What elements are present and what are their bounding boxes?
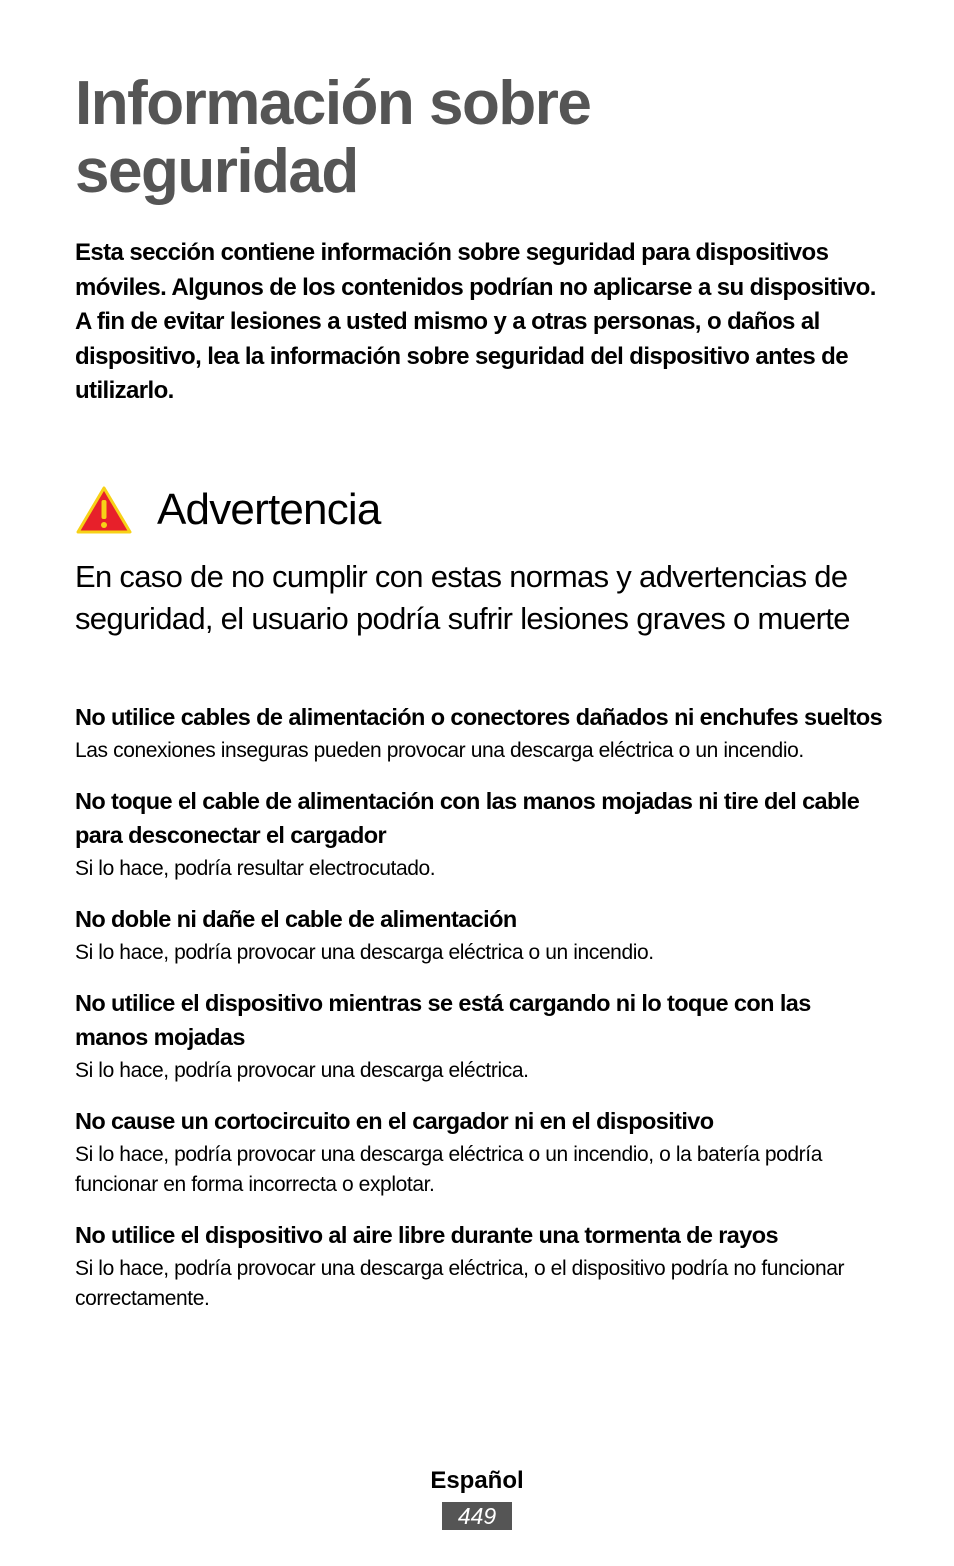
item-body: Las conexiones inseguras pueden provocar una descarga eléctrica o un incendio. [75, 739, 804, 762]
safety-item [75, 1104, 885, 1200]
safety-item [75, 902, 885, 968]
footer-language: Español [430, 1467, 524, 1494]
item-body: Si lo hace, podría provocar una descarga eléctrica o un incendio. [75, 941, 654, 964]
item-title: No toque el cable de alimentación con las manos mojadas ni tire del cable para desconectar el cargador [75, 788, 860, 848]
warning-title: Advertencia [157, 485, 381, 534]
safety-item [75, 986, 885, 1086]
item-title: No doble ni dañe el cable de alimentación [75, 906, 517, 932]
safety-item [75, 700, 885, 766]
warning-triangle-icon [75, 485, 133, 535]
warning-heading [75, 480, 885, 540]
item-body: Si lo hace, podría provocar una descarga eléctrica, o el dispositivo podría no funcionar correctamente. [75, 1257, 845, 1310]
item-title: No utilice el dispositivo mientras se está cargando ni lo toque con las manos mojadas [75, 990, 811, 1050]
page-title: Información sobre seguridad [75, 69, 591, 206]
item-body: Si lo hace, podría provocar una descarga eléctrica o un incendio, o la batería podría funcionar en forma incorrecta o explotar. [75, 1143, 822, 1196]
page-number: 449 [442, 1502, 512, 1530]
page-footer [0, 1464, 954, 1530]
safety-item [75, 1218, 885, 1314]
intro-paragraph: Esta sección contiene información sobre seguridad para dispositivos móviles. Algunos de los contenidos podrían no aplicarse a su dispositivo. A fin de evitar lesiones a usted mismo y a otras personas, o daños al dispositivo, lea la información sobre seguridad del dispositivo antes de utilizarlo. [75, 239, 876, 404]
item-body: Si lo hace, podría provocar una descarga eléctrica. [75, 1059, 529, 1082]
warning-subtitle: En caso de no cumplir con estas normas y advertencias de seguridad, el usuario podría sufrir lesiones graves o muerte [75, 559, 850, 636]
item-title: No utilice cables de alimentación o conectores dañados ni enchufes sueltos [75, 704, 883, 730]
safety-items [75, 700, 885, 1332]
safety-item [75, 784, 885, 884]
item-title: No cause un cortocircuito en el cargador ni en el dispositivo [75, 1108, 714, 1134]
item-title: No utilice el dispositivo al aire libre durante una tormenta de rayos [75, 1222, 778, 1248]
item-body: Si lo hace, podría resultar electrocutado. [75, 857, 436, 880]
